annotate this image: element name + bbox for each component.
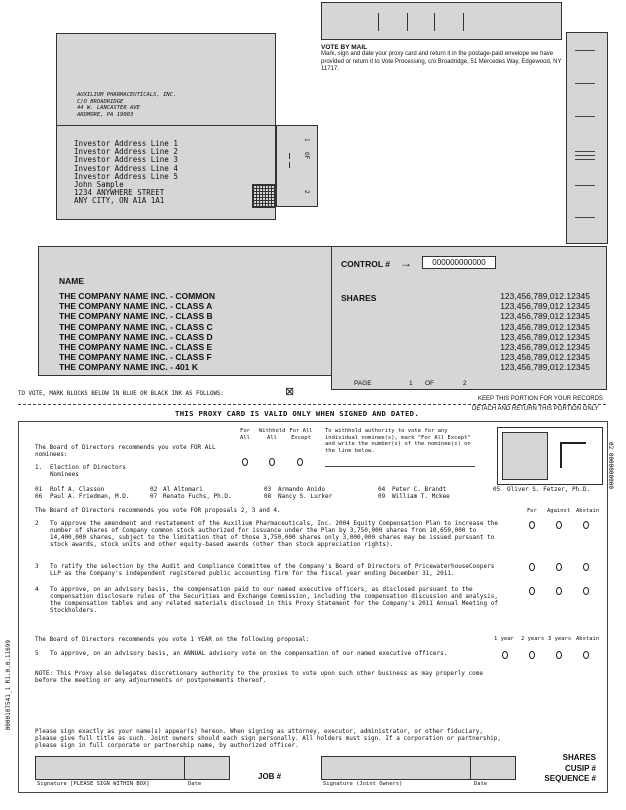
three-years-checkbox[interactable] [556, 651, 562, 659]
against-header: Against [547, 508, 571, 514]
proposal5-text: To approve, on an advisory basis, an ANNUAL advisory vote on the compensation of our named executive officers. [50, 650, 448, 657]
share-value: 123,456,789,012.12345 [500, 352, 590, 363]
for-all-checkbox[interactable] [242, 458, 248, 466]
nominee-name: Al Altomari [163, 486, 203, 493]
nominee-num: 07 [150, 493, 158, 500]
share-value: 123,456,789,012.12345 [500, 291, 590, 301]
bottom-right-codes [540, 753, 596, 785]
share-value: 123,456,789,012.12345 [500, 321, 590, 332]
control-label: CONTROL # [341, 259, 390, 269]
company-name: THE COMPANY NAME INC. - CLASS F [59, 352, 212, 363]
company-name: THE COMPANY NAME INC. - CLASS D [59, 331, 213, 342]
strip-mark [575, 155, 595, 156]
withhold-all-checkbox[interactable] [269, 458, 275, 466]
name-box [38, 246, 332, 376]
control-shares-box [331, 246, 607, 390]
nominee-name: Armando Anido [278, 486, 325, 493]
nominee-num: 04 [378, 486, 386, 493]
company-name: THE COMPANY NAME INC. - COMMON [59, 291, 215, 301]
side-code-left: 0000107541_1 R1.0.0.11699 [5, 640, 12, 731]
proposal3-abstain-checkbox[interactable] [583, 563, 589, 571]
return-address-line: ARDMORE, PA 19003 [77, 111, 134, 118]
investor-line: ANY CITY, ON A1A 1A1 [74, 196, 165, 206]
board-rec-year: The Board of Directors recommends you vote 1 YEAR on the following proposal: [35, 636, 310, 643]
share-value: 123,456,789,012.12345 [500, 362, 590, 373]
proposal3-for-checkbox[interactable] [529, 563, 535, 571]
detach-line [18, 404, 608, 405]
signature-label: Signature [PLEASE SIGN WITHIN BOX] [37, 781, 150, 787]
investor-line: Investor Address Line 3 [74, 155, 178, 165]
name-label: NAME [59, 276, 85, 286]
sheet-number-box [276, 125, 318, 207]
registration-corner [560, 442, 586, 468]
nominee-num: 03 [264, 486, 272, 493]
date-label: Date [188, 781, 202, 787]
for-all-except-header: For All Except [289, 428, 313, 441]
strip-mark [575, 159, 595, 160]
sheet-tick [289, 162, 290, 168]
strip-mark [575, 185, 595, 186]
item1-subtitle: Nominees [50, 471, 79, 478]
signature-box[interactable] [35, 756, 185, 780]
right-side-strip [566, 32, 608, 244]
one-year-checkbox[interactable] [502, 651, 508, 659]
for-all-except-checkbox[interactable] [297, 458, 303, 466]
mark-instruction: TO VOTE, MARK BLOCKS BELOW IN BLUE OR BLACK INK AS FOLLOWS: [18, 391, 224, 397]
nominee-write-in-line[interactable] [325, 466, 475, 467]
board-rec-nominees: The Board of Directors recommends you vote FOR ALL nominees: [35, 444, 216, 458]
share-values [446, 291, 590, 373]
investor-line: Investor Address Line 5 [74, 171, 178, 181]
sheet-tick [289, 153, 290, 159]
proposal4-abstain-checkbox[interactable] [583, 587, 589, 595]
joint-signature-label: Signature (Joint Owners) [323, 781, 403, 787]
sheet-page-two: 2 [303, 190, 310, 194]
keep-portion-label: KEEP THIS PORTION FOR YOUR RECORDS [478, 396, 603, 402]
nominee-num: 06 [35, 493, 43, 500]
datamatrix-code [252, 184, 276, 208]
company-name: THE COMPANY NAME INC. - 401 K [59, 362, 199, 373]
proposal4-for-checkbox[interactable] [529, 587, 535, 595]
investor-address-box [56, 125, 276, 220]
sheet-page-of: OF [303, 152, 310, 160]
joint-signature-box[interactable] [321, 756, 471, 780]
barcode-tick [463, 13, 464, 31]
investor-line: 1234 ANYWHERE STREET [74, 188, 165, 198]
withhold-all-header: Withhold All [259, 428, 286, 441]
joint-date-label: Date [474, 781, 488, 787]
page-total: 2 [463, 380, 467, 387]
return-address-line: AUXILIUM PHARMACEUTICALS, INC. [77, 92, 177, 98]
one-year-header: 1 year [494, 636, 514, 642]
nominee-name: Nancy S. Lurker [278, 493, 333, 500]
company-name: THE COMPANY NAME INC. - CLASS A [59, 301, 213, 312]
date-box[interactable] [184, 756, 230, 780]
shares-label: SHARES [341, 293, 377, 303]
nominee-name: Oliver S. Fetzer, Ph.D. [507, 486, 591, 493]
proposal4-against-checkbox[interactable] [556, 587, 562, 595]
nominee-name: Peter C. Brandt [392, 486, 447, 493]
nominee-name: Renato Fuchs, Ph.D. [163, 493, 232, 500]
investor-line: John Sample [74, 180, 124, 190]
company-names [59, 291, 215, 373]
item1-number: 1. [35, 464, 43, 471]
proposal-text: To ratify the selection by the Audit and Compliance Committee of the Company's Board of Directors of PricewaterhouseCoopers LLP as the Company's independent registered public accounting firm for the fiscal year ending December 31, 2011. [50, 563, 495, 577]
strip-mark [575, 50, 595, 51]
vote-by-mail-section [321, 44, 566, 74]
item1-title: Election of Directors [50, 464, 126, 471]
nominee-num: 02 [150, 486, 158, 493]
year-abstain-header: Abstain [576, 636, 600, 642]
strip-mark [575, 151, 595, 152]
note-text: NOTE: This Proxy also delegates discretionary authority to the proxies to vote upon such other business as may properly come before the meeting or any adjournments or postponements thereof. [35, 670, 483, 684]
investor-address [74, 140, 178, 206]
control-number: 000000000000 [422, 256, 496, 269]
side-code-right: 02 0000000000 [607, 442, 614, 489]
sheet-page-one: 1 [303, 138, 310, 142]
barcode-strip [321, 2, 562, 40]
return-address [77, 92, 176, 118]
strip-mark [575, 83, 595, 84]
withhold-instruction: To withhold authority to vote for any individual nominee(s), mark "For All Except" and write the number(s) of the nominee(s) on the line below. [325, 428, 471, 454]
vote-by-mail-text: Mark, sign and date your proxy card and return it in the postage-paid envelope we have provided or return it to Vote Processing, c/o Broadridge, 51 Mercedes Way, Edgewood, NY 11717. [321, 51, 562, 72]
proposal5-number: 5 [35, 650, 39, 657]
proposal2-for-checkbox[interactable] [529, 521, 535, 529]
three-years-header: 3 years [548, 636, 572, 642]
marked-box-icon: ⊠ [285, 386, 295, 398]
strip-mark [575, 116, 595, 117]
return-address-box [56, 33, 276, 129]
proposal-number: 3 [35, 563, 39, 570]
return-address-line: C/O BROADRIDGE [77, 98, 124, 105]
for-header: For [527, 508, 537, 514]
proposal-number: 2 [35, 520, 39, 527]
two-years-checkbox[interactable] [529, 651, 535, 659]
sign-instruction: Please sign exactly as your name(s) appear(s) hereon. When signing as attorney, executor, administrator, or other fiduciary, please give full title as such. Joint owners should each sign personally. All holders must sign. If a corporation or partnership, please sign in full corporate or partnership name, by authorized officer. [35, 728, 501, 749]
page-current: 1 [409, 380, 413, 387]
detach-portion-label: DETACH AND RETURN THIS PORTION ONLY [472, 406, 599, 412]
valid-notice: THIS PROXY CARD IS VALID ONLY WHEN SIGNED AND DATED. [175, 409, 420, 418]
share-value: 123,456,789,012.12345 [500, 342, 590, 353]
arrow-right-icon: → [400, 256, 412, 270]
return-address-line: 44 W. LANCASTER AVE [77, 105, 140, 111]
investor-line: Investor Address Line 2 [74, 147, 178, 157]
abstain-header: Abstain [576, 508, 600, 514]
nominee-num: 01 [35, 486, 43, 493]
proposal2-against-checkbox[interactable] [556, 521, 562, 529]
proposal2-abstain-checkbox[interactable] [583, 521, 589, 529]
job-number-label: JOB # [258, 772, 282, 781]
proposal-text: To approve, on an advisory basis, the compensation paid to our named executive officers, as disclosed pursuant to the compensation disclosure rules of the Securities and Exchange Commission, including the compensation discussion and analysis, the compensation tables and any related materials disclosed in this Proxy Statement for the Company's 2011 Annual Meeting of Stockholders. [50, 586, 498, 614]
registration-square [502, 432, 548, 480]
share-value: 123,456,789,012.12345 [500, 331, 590, 342]
two-years-header: 2 years [521, 636, 545, 642]
proposal-number: 4 [35, 586, 39, 593]
page-of: OF [425, 380, 435, 387]
nominee-name: William T. Mckee [392, 493, 450, 500]
barcode-tick [378, 13, 379, 31]
year-abstain-checkbox[interactable] [583, 651, 589, 659]
barcode-tick [407, 13, 408, 31]
strip-mark [575, 217, 595, 218]
registration-box [497, 427, 603, 485]
cusip-label: CUSIP # [565, 763, 596, 773]
proposal3-against-checkbox[interactable] [556, 563, 562, 571]
joint-date-box[interactable] [470, 756, 516, 780]
nominee-name: Paul A. Friedman, M.D. [50, 493, 130, 500]
board-rec-proposals: The Board of Directors recommends you vote FOR proposals 2, 3 and 4. [35, 507, 281, 514]
vote-by-mail-title: VOTE BY MAIL [321, 44, 368, 51]
investor-line: Investor Address Line 1 [74, 139, 178, 148]
share-value: 123,456,789,012.12345 [500, 301, 590, 312]
investor-line: Investor Address Line 4 [74, 163, 178, 173]
barcode-tick [434, 13, 435, 31]
company-name: THE COMPANY NAME INC. - CLASS E [59, 342, 213, 353]
nominee-name: Rolf A. Classon [50, 486, 105, 493]
nominee-num: 05 [493, 486, 501, 493]
page-label: PAGE [354, 380, 372, 387]
nominee-num: 09 [378, 493, 386, 500]
shares-code-label: SHARES [562, 753, 596, 762]
company-name: THE COMPANY NAME INC. - CLASS C [59, 321, 213, 332]
for-all-header: For All [240, 428, 250, 441]
company-name: THE COMPANY NAME INC. - CLASS B [59, 311, 213, 322]
sequence-label: SEQUENCE # [544, 774, 596, 783]
proposal-text: To approve the amendment and restatement of the Auxilium Pharmaceuticals, Inc. 2004 Equity Compensation Plan to increase the number of shares of Company common stock authorized for issuance under the Plan by 3,750,000 shares from 10,650,000 to 14,400,000 shares, subject to the limitation that of those 3,750,000 shares only 3,000,000 shares may be issued pursuant to stock awards, stock units and other equity-based awards (other than stock appreciation rights). [50, 520, 498, 548]
share-value: 123,456,789,012.12345 [500, 311, 590, 322]
nominee-num: 08 [264, 493, 272, 500]
